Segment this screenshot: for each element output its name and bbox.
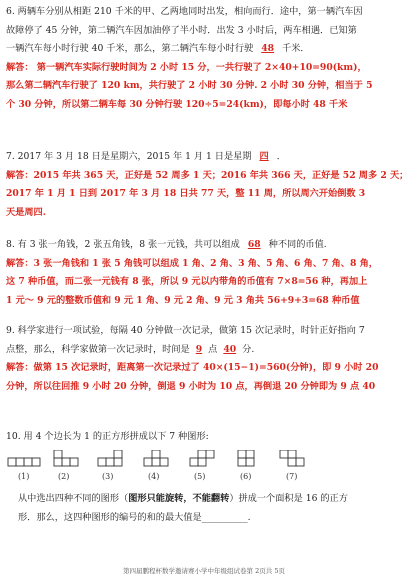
question-10	[6, 428, 209, 447]
q8-solution-line-2: 这 7 种币值，而二张一元钱有 8 张，所以 9 元以内带角的币值有 7×8=56 种，再加上	[6, 276, 368, 287]
q6-line-1: 6. 两辆车分别从相距 210 千米的甲、乙两地同时出发，相向而行．途中，第一辆汽车因	[6, 6, 363, 17]
tetromino-4	[144, 450, 168, 466]
q7-solution-line-2: 2017 年 1 月 1 日到 2017 年 3 月 18 日共 77 天，整 11 周，所以周六开始倒数 3	[6, 188, 366, 199]
q6-line-2: 故障停了 45 分钟，第二辆汽车因加油停了半小时．出发 3 小时后，两车相遇．已知第	[6, 24, 357, 36]
q8-answer-blank: 68	[247, 239, 261, 250]
q9-hour-blank: 9	[195, 343, 203, 355]
figure-label-1: (1)	[18, 472, 30, 481]
q7-solution-line-3: 天是周四.	[6, 206, 46, 218]
q7-solution-line-1: 解答：2015 年共 365 天，正好是 52 周多 1 天；2016 年共 366 天，正好是 52 周多 2 天；	[6, 169, 408, 181]
q9-minute-blank: 40	[223, 343, 237, 355]
q9-solution-line-1: 解答：做第 15 次记录时，距离第一次记录过了 40×(15−1)=560(分钟)，即 9 小时 20	[6, 362, 379, 373]
q7-solution	[6, 167, 408, 223]
q6-solution-line-1: 解答： 第一辆汽车实际行驶时间为 2 小时 15 分，一共行驶了 2×40+10=90(km)，	[6, 61, 367, 73]
question-8	[6, 236, 378, 310]
figure-labels	[0, 472, 408, 484]
q10-line-3: 形．那么，这四种图形的编号的和的最大值是__________.	[18, 511, 251, 523]
q10-line-2: 从中选出四种不同的图形（图形只能旋转，不能翻转）拼成一个面积是 16 的正方	[18, 493, 348, 504]
q9-line-1: 9. 科学家进行一项试验，每隔 40 分钟做一次记录，做第 15 次记录时，时针正好指向 7	[6, 325, 365, 336]
q8-line-1: 8. 有 3 张一角钱，2 张五角钱，8 张一元钱，共可以组成 68 种不同的币值.	[6, 239, 327, 250]
q8-solution-line-3: 1 元～ 9 元的整数币值和 9 元 1 角、9 元 2 角、9 元 3 角共 56+9+3=68 种币值	[6, 294, 360, 306]
q9-solution-line-2: 分钟，所以往回推 9 小时 20 分钟，倒退 9 小时为 10 点，再倒退 20 分钟即为 9 点 40	[6, 380, 376, 392]
q7-answer-blank: 四	[259, 151, 269, 162]
q9-line-2: 点整，那么，科学家做第一次记录时，时间是 9 点 40 分.	[6, 343, 255, 355]
question-9	[6, 322, 378, 396]
q7-line-1: 7. 2017 年 3 月 18 日是星期六，2015 年 1 月 1 日是星期 四 ．	[6, 151, 286, 162]
question-6	[6, 3, 372, 114]
figure-label-6: (6)	[240, 472, 252, 481]
tetromino-6	[238, 450, 254, 466]
question-10-body	[6, 490, 348, 527]
q10-line-1: 10. 用 4 个边长为 1 的正方形拼成以下 7 种图形:	[6, 431, 209, 442]
tetromino-1	[8, 458, 40, 466]
q6-answer-blank: 48	[261, 43, 275, 54]
q8-solution	[6, 255, 378, 311]
q10-rotation-note: 图形只能旋转，不能翻转	[128, 493, 230, 504]
q8-solution-line-1: 解答：3 张一角钱和 1 张 5 角钱可以组成 1 角、2 角、3 角、5 角、6 角、7 角、8 角，	[6, 257, 378, 269]
page-footer: 第四届鹏程杯数学邀请赛小学中年级组试卷第 2页共 5页	[123, 567, 285, 575]
figure-label-7: (7)	[286, 472, 298, 481]
question-7	[6, 148, 408, 222]
q6-solution-line-2: 那么第二辆汽车行驶了 120 km，共行驶了 2 小时 30 分钟. 2 小时 30 分钟，相当于 5	[6, 80, 373, 91]
figure-label-4: (4)	[148, 472, 160, 481]
figure-label-2: (2)	[58, 472, 70, 481]
q6-solution-line-3: 个 30 分钟，所以第二辆车每 30 分钟行驶 120÷5=24(km)，即每小时 48 千米	[6, 98, 348, 110]
figure-label-3: (3)	[102, 472, 114, 481]
tetromino-5	[190, 450, 214, 466]
tetromino-3	[98, 450, 122, 466]
tetromino-2	[54, 450, 78, 466]
tetromino-figures	[6, 450, 376, 470]
q6-solution	[6, 59, 372, 115]
q9-solution	[6, 359, 378, 396]
figure-label-5: (5)	[194, 472, 206, 481]
q6-line-3: 一辆汽车每小时行驶 40 千米，那么，第二辆汽车每小时行驶 48 千米．	[6, 43, 310, 54]
tetromino-7	[280, 450, 304, 466]
